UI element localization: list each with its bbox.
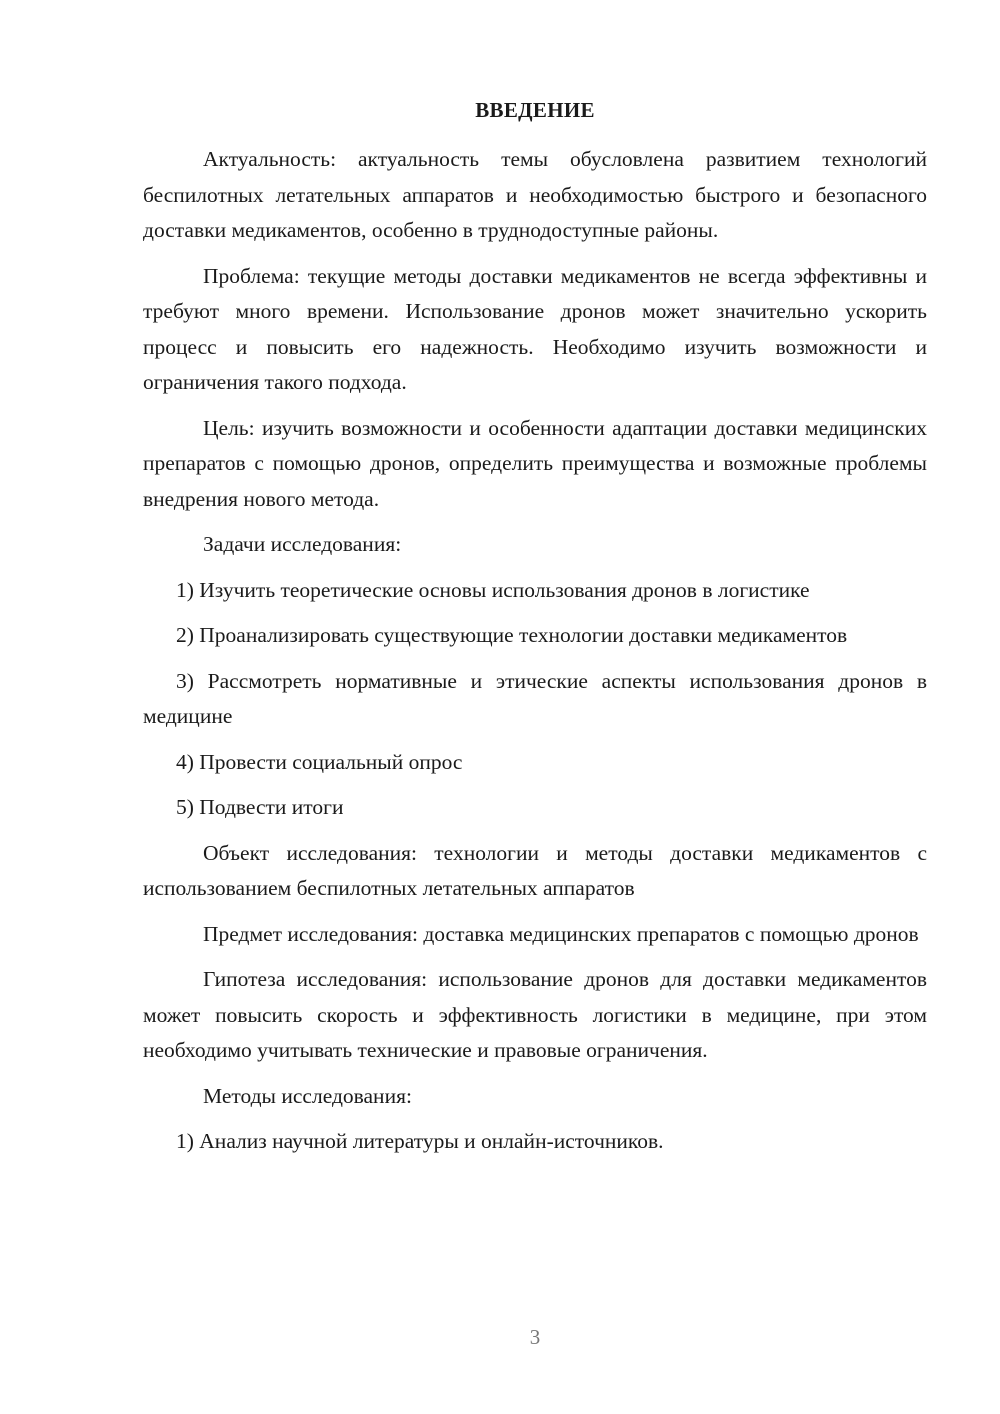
paragraph-problem: Проблема: текущие методы доставки медикаментов не всегда эффективны и требуют много времени. Использование дронов может значительно ускорить процесс и повысить его надежность. Необходимо изучить возможности и ограничения такого подхода. [143,263,927,394]
paragraph-object: Объект исследования: технологии и методы доставки медикаментов с использованием беспилотных летательных аппаратов [143,840,927,900]
paragraph-tasks-heading: Задачи исследования: [203,532,402,556]
page-number: 3 [529,1325,541,1349]
section-heading: ВВЕДЕНИЕ [475,98,595,122]
document-body [143,142,927,1160]
paragraph-methods-heading: Методы исследования: [203,1083,412,1108]
paragraph-hypothesis: Гипотеза исследования: использование дронов для доставки медикаментов может повысить скорость и эффективность логистики в медицине, при этом необходимо учитывать технические и правовые ограничения. [143,967,927,1062]
task-item-5: 5) Подвести итоги [176,795,344,819]
paragraph-subject: Предмет исследования: доставка медицинских препаратов с помощью дронов [203,921,919,946]
task-item-3: 3) Рассмотреть нормативные и этические аспекты использования дронов в медицине [143,668,927,728]
task-item-4: 4) Провести социальный опрос [176,749,463,774]
method-item-1: 1) Анализ научной литературы и онлайн-источников. [176,1129,664,1153]
task-item-2: 2) Проанализировать существующие технологии доставки медикаментов [176,623,848,647]
paragraph-relevance: Актуальность: актуальность темы обусловлена развитием технологий беспилотных летательных аппаратов и необходимостью быстрого и безопасного доставки медикаментов, особенно в труднодоступные районы. [143,147,927,242]
task-item-1: 1) Изучить теоретические основы использования дронов в логистике [176,577,810,602]
paragraph-goal: Цель: изучить возможности и особенности адаптации доставки медицинских препаратов с помощью дронов, определить преимущества и возможные проблемы внедрения нового метода. [143,415,927,511]
